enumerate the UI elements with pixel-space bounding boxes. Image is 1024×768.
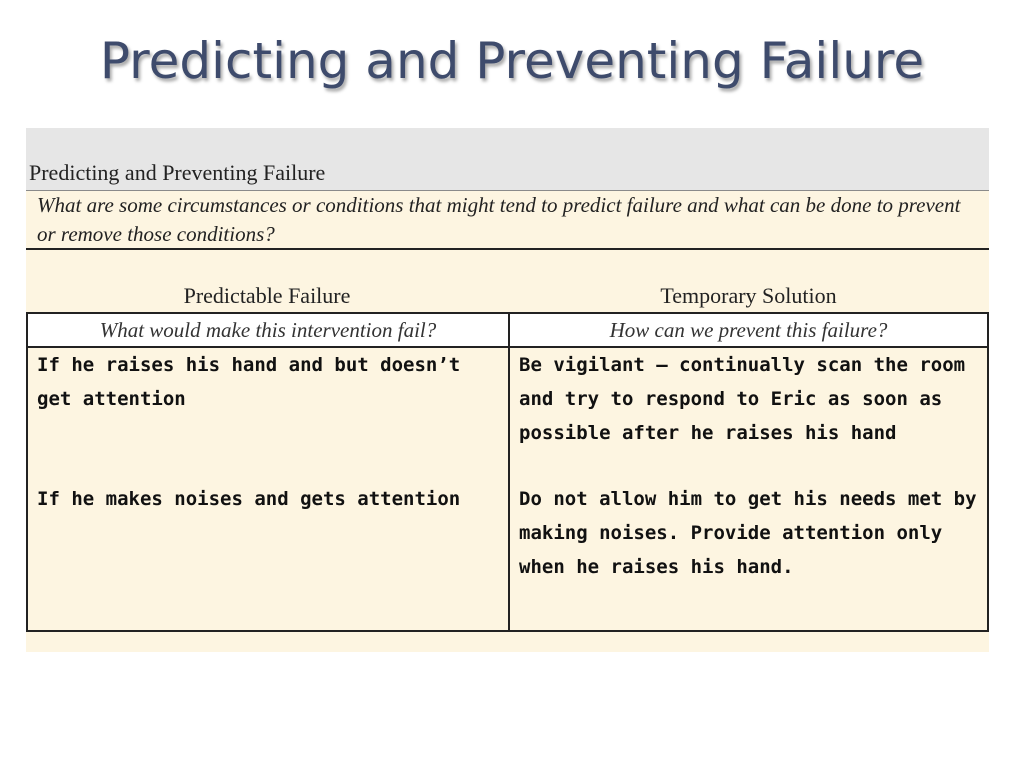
form-header-title: Predicting and Preventing Failure xyxy=(29,160,326,185)
form-header xyxy=(26,128,989,191)
slide-title: Predicting and Preventing Failure xyxy=(99,32,925,90)
table-column-divider xyxy=(508,314,510,630)
failure-cell[interactable]: If he makes noises and gets attention xyxy=(37,488,461,510)
failure-form-panel xyxy=(26,128,989,652)
solution-cell[interactable]: Do not allow him to get his needs met by making noises. Provide attention only when he raises his hand. xyxy=(519,488,977,578)
column-heading-predictable-failure: Predictable Failure xyxy=(183,283,351,308)
form-question: What are some circumstances or conditions that might tend to predict failure and what can be done to prevent or remove those conditions? xyxy=(37,193,961,246)
failure-solution-table xyxy=(26,312,989,632)
question-divider xyxy=(26,248,989,250)
left-subheading: What would make this intervention fail? xyxy=(99,318,437,342)
failure-cell[interactable]: If he raises his hand and but doesn’t get attention xyxy=(37,354,461,410)
solution-cell[interactable]: Be vigilant – continually scan the room and try to respond to Eric as soon as possible after he raises his hand xyxy=(519,354,966,444)
right-subheading: How can we prevent this failure? xyxy=(609,318,888,342)
column-heading-temporary-solution: Temporary Solution xyxy=(660,283,837,308)
